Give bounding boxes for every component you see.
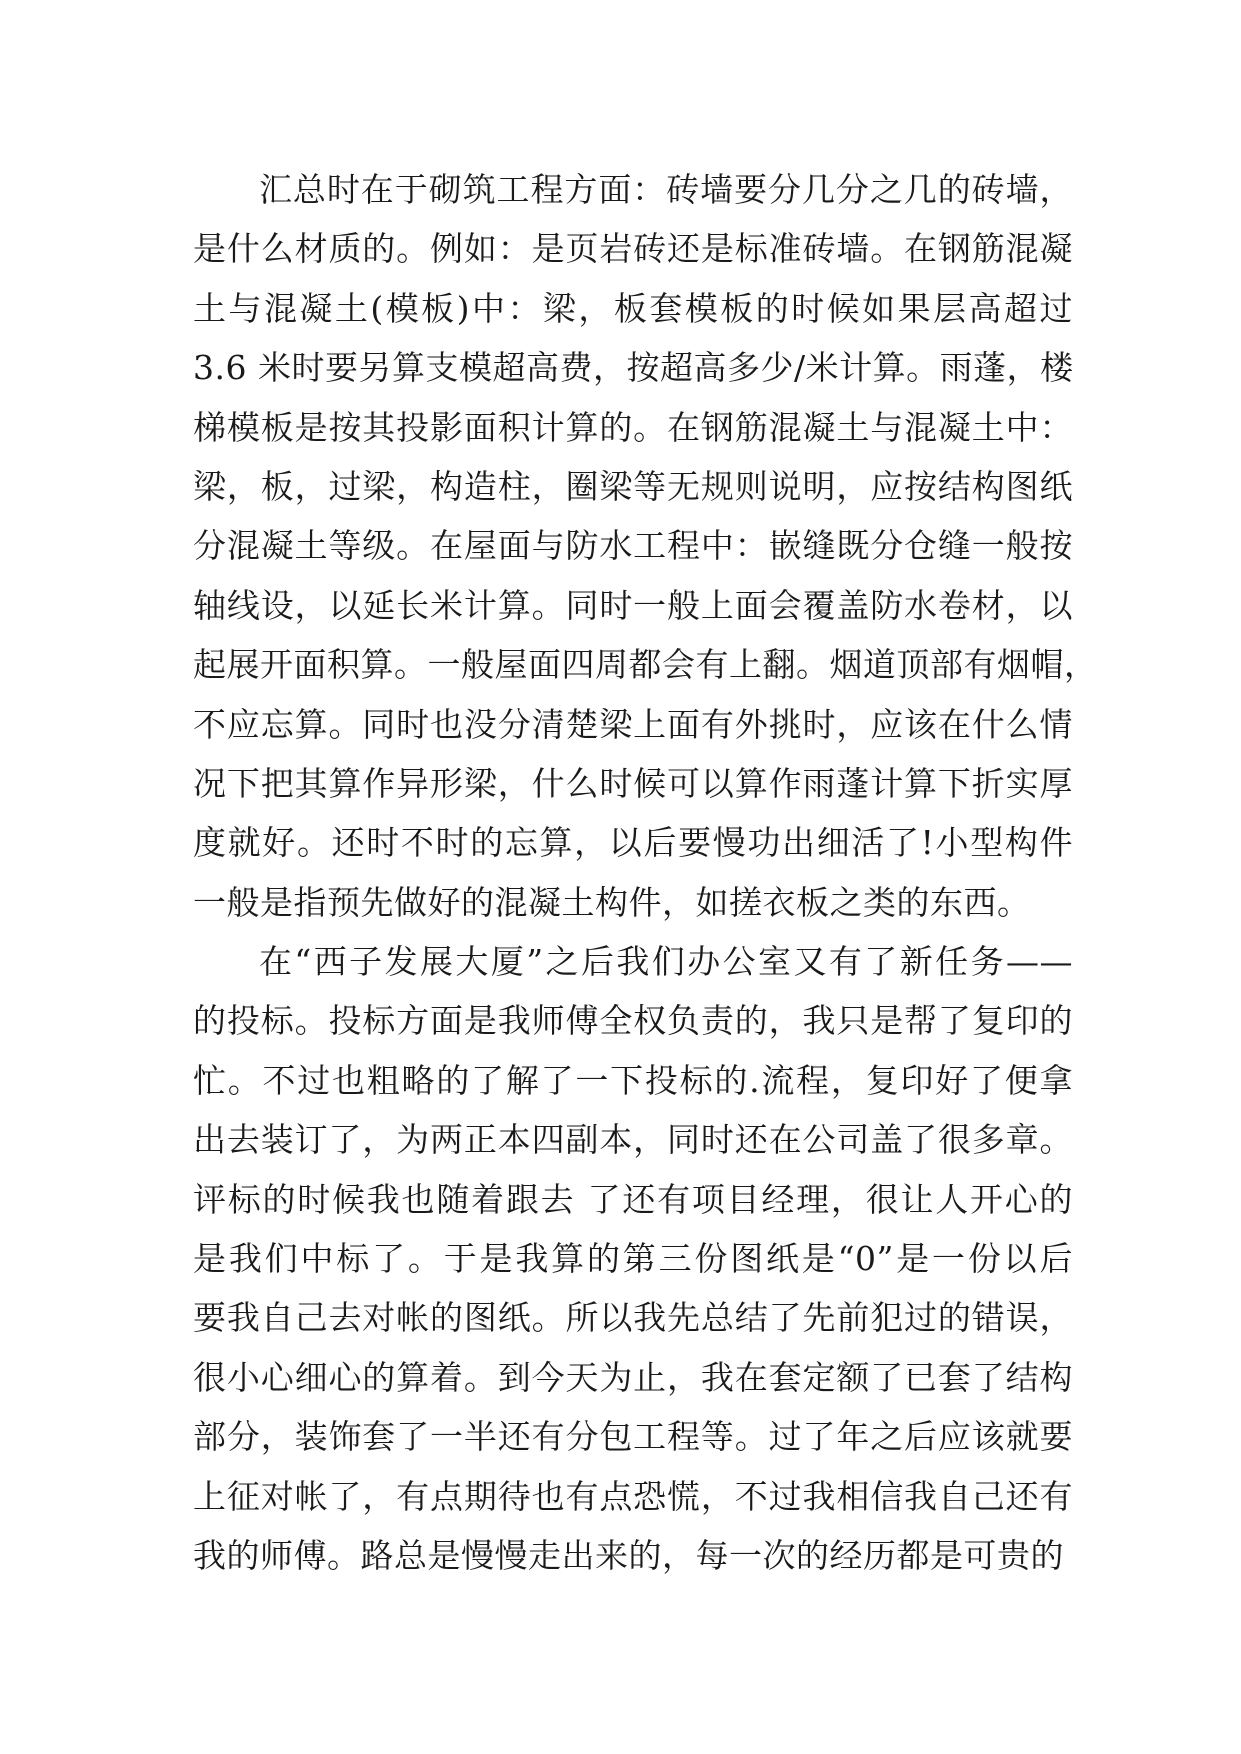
text-line: 汇总时在于砌筑工程方面：砖墙要分几分之几的砖墙， — [259, 170, 1073, 209]
text-line: 况下把其算作异形梁，什么时候可以算作雨蓬计算下折实厚 — [193, 763, 1073, 803]
paragraph — [193, 932, 1073, 1585]
text-line: 评标的时候我也随着跟去 了还有项目经理，很让人开心的 — [193, 1179, 1073, 1219]
text-line: 一般是指预先做好的混凝土构件，如搓衣板之类的东西。 — [193, 882, 1031, 922]
text-line: 出去装订了，为两正本四副本，同时还在公司盖了很多章。 — [193, 1120, 1073, 1160]
text-line: 上征对帐了，有点期待也有点恐慌，不过我相信我自己还有 — [193, 1476, 1073, 1516]
text-line: 土与混凝土(模板)中：梁，板套模板的时候如果层高超过 — [193, 288, 1073, 328]
text-line: 部分，装饰套了一半还有分包工程等。过了年之后应该就要 — [193, 1417, 1073, 1457]
text-line: 梯模板是按其投影面积计算的。在钢筋混凝土与混凝土中： — [193, 407, 1073, 447]
text-line: 轴线设，以延长米计算。同时一般上面会覆盖防水卷材，以 — [193, 585, 1073, 625]
text-line: 很小心细心的算着。到今天为止，我在套定额了已套了结构 — [193, 1357, 1073, 1397]
text-line: 不应忘算。同时也没分清楚梁上面有外挑时，应该在什么情 — [193, 704, 1073, 744]
text-line: 是我们中标了。于是我算的第三份图纸是“0”是一份以后 — [193, 1239, 1073, 1279]
paragraph — [193, 160, 1098, 932]
body-text — [193, 160, 1098, 1585]
text-line: 的投标。投标方面是我师傅全权负责的，我只是帮了复印的 — [193, 1001, 1073, 1041]
text-line: 是什么材质的。例如：是页岩砖还是标准砖墙。在钢筋混凝 — [193, 229, 1073, 269]
text-line: 3.6 米时要另算支模超高费，按超高多少/米计算。雨蓬，楼 — [193, 348, 1074, 388]
text-line: 忙。不过也粗略的了解了一下投标的.流程，复印好了便拿 — [193, 1060, 1073, 1100]
text-line: 分混凝土等级。在屋面与防水工程中：嵌缝既分仓缝一般按 — [193, 526, 1073, 566]
text-line: 起展开面积算。一般屋面四周都会有上翻。烟道顶部有烟帽， — [193, 645, 1098, 685]
text-line: 我的师傅。路总是慢慢走出来的，每一次的经历都是可贵的 — [193, 1535, 1064, 1575]
text-line: 在“西子发展大厦”之后我们办公室又有了新任务—— — [259, 942, 1073, 982]
text-line: 度就好。还时不时的忘算，以后要慢功出细活了!小型构件 — [193, 823, 1073, 863]
text-line: 要我自己去对帐的图纸。所以我先总结了先前犯过的错误， — [193, 1298, 1073, 1338]
text-line: 梁，板，过梁，构造柱，圈梁等无规则说明，应按结构图纸 — [193, 466, 1073, 506]
